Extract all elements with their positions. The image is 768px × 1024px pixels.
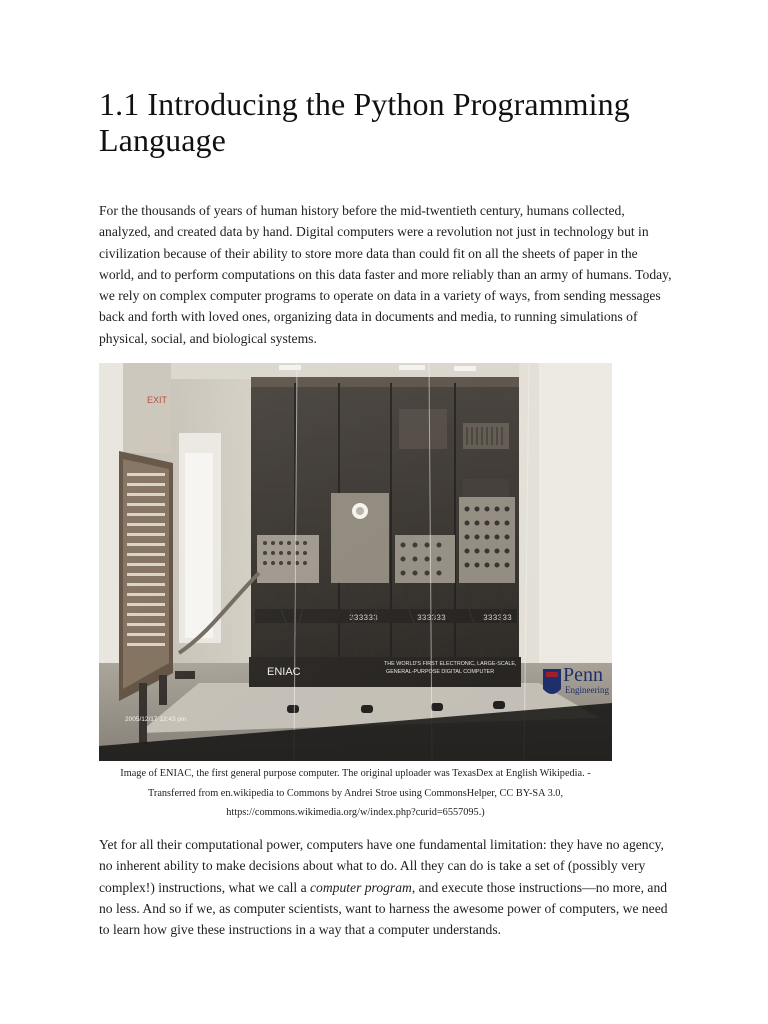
computer-program-term: computer program [310,879,412,895]
intro-paragraph: For the thousands of years of human history before the mid-twentieth century, humans collected, analyzed, and created data by hand. Digital computers were a revolution not just in technology but in civilization because of their ability to store more data than could fit on all the sheets of paper in the world, and to perform computations on this data faster and more reliably than an army of humans. Today, we rely on complex computer programs to operate on data in a variety of ways, from sending messages back and forth with loved ones, organizing data in documents and media, to running simulations of physical, social, and biological systems. [99,203,672,346]
limitation-text-end: , and execute those instructions—no more, and no less. And so if we, as computer scientists, want to harness the awesome power of computers, we need to learn how give these instructions in a way that a computer understands. [99,879,668,938]
penn-logo-word: Penn [563,664,603,686]
limitation-text-start: Yet for all their computational power, computers have one fundamental limitation: they have no agency, no inherent ability to make decisions about what to do. All they can do is take a set of (possibly very complex!) instructions, what we call a [99,837,664,895]
eniac-photo [99,363,612,761]
photo-timestamp: 2005/12/17 12:43 pm [125,716,187,723]
figure-caption: Image of ENIAC, the first general purpose computer. The original uploader was TexasDex at English Wikipedia. - Transferred from en.wikipedia to Commons by Andrei Stroe using CommonsHelper, CC BY-SA 3.0, https://commons.wikimedia.org/w/index.php?curid=6557095.) [120,768,591,818]
limitation-paragraph [99,834,674,940]
penn-logo-sub: Engineering [565,685,609,695]
section-title: 1.1 Introducing the Python Programming Language [99,86,630,158]
